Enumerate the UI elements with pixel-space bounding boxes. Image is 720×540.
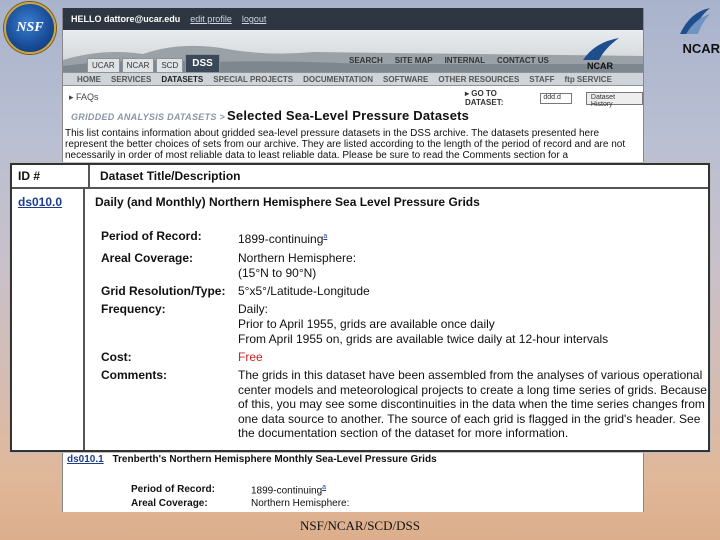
- resolution-label: Grid Resolution/Type:: [101, 284, 226, 298]
- menu-special-projects[interactable]: SPECIAL PROJECTS: [213, 74, 294, 84]
- col-header-id: ID #: [12, 164, 90, 188]
- comments-value: The grids in this dataset have been assembled from the analyses of various operational center models and meteorological projects to create a long time series of grids. Because of this, you may see some discontinuities in the data when the time series changes from one data source to another. The source of each grid is flagged in the grid's header. See the documentation section of the dataset for more information.: [238, 368, 707, 440]
- period-value: 1899-continuing: [238, 232, 324, 246]
- menu-software[interactable]: SOFTWARE: [383, 74, 429, 84]
- menu-services[interactable]: SERVICES: [111, 74, 152, 84]
- faqs-link[interactable]: ▸ FAQs: [69, 91, 99, 102]
- nsf-logo: [4, 2, 56, 54]
- lower-period-value: 1899-continuing: [251, 485, 323, 497]
- main-menu: [63, 72, 643, 86]
- lower-period-footnote-link[interactable]: a: [322, 484, 327, 491]
- coverage-label: Areal Coverage:: [101, 251, 194, 265]
- dataset-history-select[interactable]: Dataset History: [586, 92, 643, 105]
- cost-label: Cost:: [101, 350, 132, 364]
- page-heading: [63, 108, 643, 128]
- frequency-value-daily: Daily:: [238, 302, 269, 316]
- period-label: Period of Record:: [101, 229, 202, 243]
- lower-period-label: Period of Record:: [131, 484, 215, 495]
- tab-ncar[interactable]: NCAR: [122, 58, 155, 72]
- site-tabs: [87, 54, 220, 72]
- page-title: Selected Sea-Level Pressure Datasets: [227, 108, 470, 123]
- nsf-logo-text: NSF: [16, 20, 44, 35]
- menu-documentation[interactable]: DOCUMENTATION: [303, 74, 374, 84]
- goto-dataset: [465, 89, 643, 107]
- tab-ucar[interactable]: UCAR: [87, 58, 120, 72]
- ncar-corner-logo: [668, 0, 720, 62]
- menu-other-resources[interactable]: OTHER RESOURCES: [438, 74, 520, 84]
- nav-site-map[interactable]: SITE MAP: [394, 56, 433, 65]
- table-header: [12, 165, 708, 189]
- tab-scd[interactable]: SCD: [156, 58, 183, 72]
- menu-home[interactable]: HOME: [77, 74, 101, 84]
- goto-dataset-input[interactable]: ddd.d: [540, 93, 572, 104]
- period-footnote-link[interactable]: a: [323, 233, 328, 240]
- lower-coverage-label: Areal Coverage:: [131, 498, 208, 509]
- top-bar: [63, 8, 643, 30]
- menu-staff[interactable]: STAFF: [529, 74, 555, 84]
- nav-internal[interactable]: INTERNAL: [444, 56, 486, 65]
- comments-label: Comments:: [101, 368, 168, 382]
- col-header-title: Dataset Title/Description: [100, 169, 241, 183]
- tab-dss[interactable]: DSS: [185, 54, 220, 72]
- dataset-details: [101, 229, 708, 441]
- logout-link[interactable]: logout: [241, 14, 267, 24]
- dataset-title: Daily (and Monthly) Northern Hemisphere Sea Level Pressure Grids: [95, 195, 480, 209]
- slide-footer: NSF/NCAR/SCD/DSS: [300, 518, 420, 533]
- zoomed-dataset-table: [10, 163, 710, 452]
- utility-row: [63, 86, 643, 108]
- goto-dataset-label: ▸ GO TO DATASET:: [465, 89, 504, 107]
- menu-datasets[interactable]: DATASETS: [161, 74, 204, 84]
- resolution-value: 5°x5°/Latitude-Longitude: [238, 284, 370, 298]
- table-row: [12, 189, 708, 450]
- ncar-swoosh-icon: [678, 6, 712, 36]
- user-greeting: HELLO dattore@ucar.edu: [71, 14, 181, 24]
- intro-paragraph: This list contains information about gridded sea-level pressure datasets in the DSS archive. The datasets presented here represent the better choices of sets from our archive. They are listed according to the length of the period of record and are not necessarily in order of most reliable data to least reliable data. Please be sure to read the Comments section for a: [65, 128, 626, 161]
- lower-dataset-id-link[interactable]: ds010.1: [67, 454, 104, 465]
- dataset-id-link[interactable]: ds010.0: [18, 195, 63, 209]
- nav-contact-us[interactable]: CONTACT US: [497, 56, 549, 65]
- top-navigation: [349, 56, 549, 65]
- breadcrumb[interactable]: GRIDDED ANALYSIS DATASETS >: [71, 112, 226, 122]
- lower-dataset-details: [131, 484, 349, 512]
- dataset-id-cell: [12, 189, 85, 450]
- frequency-label: Frequency:: [101, 302, 166, 316]
- coverage-value-region: Northern Hemisphere:: [238, 251, 357, 265]
- frequency-value-post-1955: From April 1955 on, grids are available twice daily at 12-hour intervals: [238, 332, 609, 346]
- lower-coverage-value: Northern Hemisphere:: [251, 498, 350, 509]
- site-banner: [63, 30, 643, 72]
- coverage-value-range: (15°N to 90°N): [238, 266, 317, 280]
- frequency-value-pre-1955: Prior to April 1955, grids are available once daily: [238, 317, 495, 331]
- nav-search[interactable]: SEARCH: [349, 56, 383, 65]
- cost-value: Free: [238, 350, 263, 364]
- edit-profile-link[interactable]: edit profile: [190, 14, 232, 24]
- ncar-corner-label: NCAR: [682, 41, 720, 56]
- lower-dataset-title: Trenberth's Northern Hemisphere Monthly Sea-Level Pressure Grids: [112, 454, 437, 465]
- menu-ftp-service[interactable]: ftp SERVICE: [564, 74, 612, 84]
- ncar-brand-label: NCAR: [587, 61, 613, 71]
- dataset-description-cell: [85, 189, 708, 450]
- lower-dataset-row: [63, 454, 644, 465]
- ncar-brand: [545, 34, 631, 72]
